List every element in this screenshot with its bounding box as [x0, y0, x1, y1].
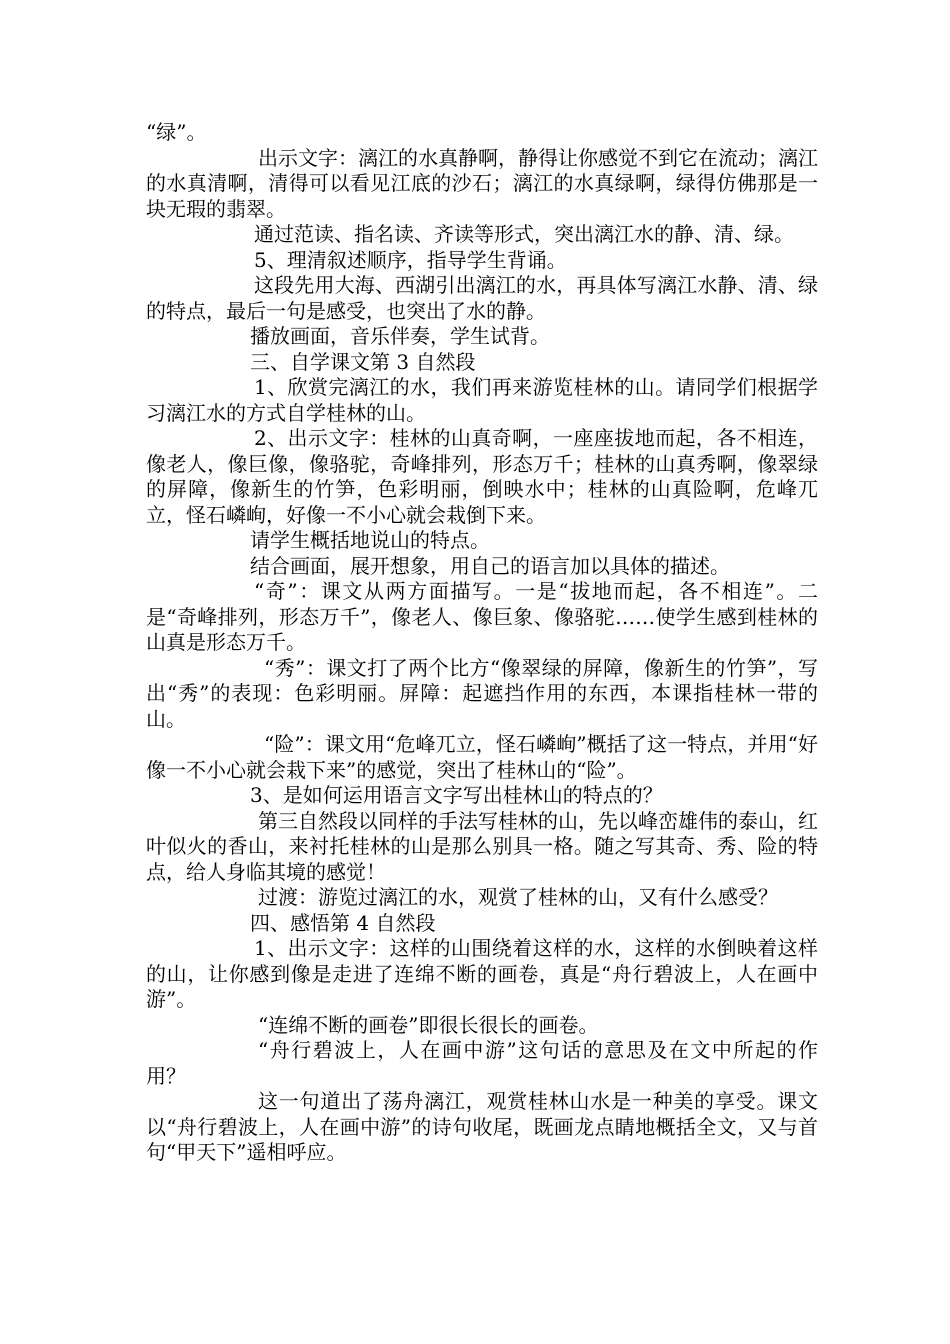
paragraph: “连绵不断的画卷”即很长很长的画卷。	[258, 1012, 599, 1037]
paragraph: 1、出示文字：这样的山围绕着这样的水，这样的水倒映着这样的山，让你感到像是走进了连绵不断的画卷，真是“舟行碧波上，人在画中游”。	[146, 936, 818, 1011]
paragraph: 请学生概括地说山的特点。	[250, 528, 490, 552]
paragraph: 通过范读、指名读、齐读等形式，突出漓江水的静、清、绿。	[254, 222, 794, 246]
paragraph: 1、欣赏完漓江的水，我们再来游览桂林的山。请同学们根据学习漓江水的方式自学桂林的山。	[146, 375, 818, 425]
paragraph: “绿”。	[146, 120, 207, 144]
paragraph: 出示文字：漓江的水真静啊，静得让你感觉不到它在流动；漓江的水真清啊，清得可以看见江底的沙石；漓江的水真绿啊，绿得仿佛那是一块无瑕的翡翠。	[146, 145, 818, 221]
paragraph: 结合画面，展开想象，用自己的语言加以具体的描述。	[250, 553, 730, 578]
document-body	[146, 120, 818, 1166]
section-heading: 四、感悟第 4 自然段	[250, 910, 436, 935]
paragraph: 5、理清叙述顺序，指导学生背诵。	[254, 247, 567, 272]
section-heading: 三、自学课文第 3 自然段	[250, 349, 476, 374]
paragraph: “险”：课文用“危峰兀立，怪石嶙峋”概括了这一特点，并用“好像一不小心就会栽下来”的感觉，突出了桂林山的“险”。	[146, 732, 818, 782]
paragraph: 第三自然段以同样的手法写桂林的山，先以峰峦雄伟的泰山，红叶似火的香山，来衬托桂林的山是那么别具一格。随之写其奇、秀、险的特点，给人身临其境的感觉！	[146, 808, 818, 884]
paragraph: 这段先用大海、西湖引出漓江的水，再具体写漓江水静、清、绿的特点，最后一句是感受，也突出了水的静。	[146, 273, 818, 323]
paragraph: “奇”：课文从两方面描写。一是“拔地而起，各不相连”。二是“奇峰排列，形态万千”，像老人、像巨象、像骆驼……使学生感到桂林的山真是形态万千。	[146, 579, 818, 654]
paragraph: 2、出示文字：桂林的山真奇啊，一座座拔地而起，各不相连，像老人，像巨像，像骆驼，奇峰排列，形态万千；桂林的山真秀啊，像翠绿的屏障，像新生的竹笋，色彩明丽，倒映水中；桂林的山真险啊，危峰兀立，怪石嶙峋，好像一不小心就会栽倒下来。	[146, 426, 818, 527]
paragraph: 播放画面，音乐伴奏，学生试背。	[250, 324, 550, 348]
paragraph: 过渡：游览过漓江的水，观赏了桂林的山，又有什么感受？	[258, 885, 778, 909]
paragraph: “舟行碧波上，人在画中游”这句话的意思及在文中所起的作用？	[146, 1038, 818, 1088]
paragraph: “秀”：课文打了两个比方“像翠绿的屏障，像新生的竹笋”，写出“秀”的表现：色彩明丽。屏障：起遮挡作用的东西，本课指桂林一带的山。	[146, 655, 818, 731]
paragraph: 这一句道出了荡舟漓江，观赏桂林山水是一种美的享受。课文以“舟行碧波上，人在画中游”的诗句收尾，既画龙点睛地概括全文，又与首句“甲天下”遥相呼应。	[146, 1089, 818, 1164]
paragraph: 3、是如何运用语言文字写出桂林山的特点的？	[250, 783, 663, 807]
